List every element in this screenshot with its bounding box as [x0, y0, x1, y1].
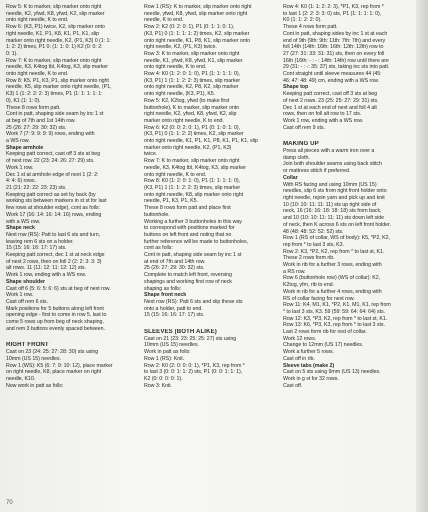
text-line: Dec 1 st at armhole edge of next 1 (2: 2: — [6, 171, 99, 178]
text-line: needle, K3, K4tog tbl, K4tog, K3, slip marker — [144, 164, 246, 171]
text-line: These 2 rows form rib. — [283, 255, 335, 262]
text-line: Change to 12mm (US 17) needles. — [283, 342, 364, 349]
text-line: onto right needle, K to end. — [144, 171, 207, 178]
text-line: 10mm (US 15) needles. — [6, 355, 61, 362]
text-line: Work 1 row, ending with a WS row. — [283, 117, 364, 124]
text-line: right needle, K2, yfwd, K8, yfwd, K2, slip — [144, 111, 237, 118]
text-line: 25 (26: 27: 29: 30: 32) sts. — [144, 265, 205, 272]
spacer — [6, 336, 134, 340]
text-line: Work 1 row, ending with a WS row. — [6, 272, 87, 279]
text-line: Next row (RS): Patt 6 sts and slip these sts — [144, 298, 243, 305]
text-line: Cast off. — [283, 382, 303, 389]
text-line: 10mm (US 15) needles. — [144, 342, 199, 349]
text-line: of next 2 rows. 23 (25: 25: 27: 29: 31) sts. — [283, 97, 379, 104]
text-line: a WS row. — [6, 138, 30, 145]
text-line: onto right needle, K1, P8, K1, slip marker onto — [144, 37, 251, 44]
text-line: Row 2: K3, *P2, K2, rep from * to last st, K1. — [283, 248, 385, 255]
text-line: 10 (10: 10: 11: 11: 11) sts up right side of — [283, 201, 377, 208]
text-line: Working a further 3 buttonholes in this way — [144, 218, 242, 225]
text-line: 46: 47: 48: 49) cm, ending with a WS row. — [283, 77, 379, 84]
text-line: Row 5: K2, K2tog, yfwd (to make first — [144, 97, 230, 104]
text-line: K2 (0: 0: 0: 0: 1). — [144, 375, 183, 382]
text-line: cont as folls: — [144, 245, 173, 252]
text-line: shapings and working first row of neck — [144, 278, 232, 285]
text-line: Row 1 (WS): K5 (6: 7: 9: 10: 12), place marker — [6, 362, 113, 369]
text-line: Row 5: K to marker, slip marker onto right — [6, 4, 102, 10]
text-line: 15 (15: 16: 16: 17: 17) sts. — [6, 245, 67, 252]
text-line: or mattress stitch if preferred. — [283, 168, 351, 175]
page-spine-shadow — [416, 0, 428, 512]
section-heading: RIGHT FRONT — [6, 342, 49, 349]
text-line: Cont in patt, shaping sides by inc 1 st at each — [283, 30, 388, 37]
spacer — [144, 323, 272, 327]
text-line: marker onto right needle, K2, (P1, K3) — [144, 144, 232, 151]
text-line: Work 1 row. — [6, 292, 34, 299]
spacer — [283, 135, 413, 139]
text-line: Mark positions for 5 buttons along left front — [6, 305, 104, 312]
text-line: Row 2: K2 (0: 2: 0: 1), P1 (0: 1: 1: 0: 1), — [144, 24, 235, 31]
text-line: (K3, P1) 1 (1: 1: 2: 2: 3) times, slip marker — [144, 184, 241, 191]
text-line: foll 14th (14th: 16th: 16th: 12th: 12th) row to — [283, 44, 384, 51]
text-line: Work 1 row. — [6, 164, 34, 171]
text-line: Dec 1 st at each end of next and foll 4 alt — [283, 104, 377, 111]
text-line: right needle, K1, P1, K8, K1, P1, K1, slip — [6, 30, 100, 37]
text-line: (K3, P1) 0 (1: 1: 1: 1: 2) times, K2, slip marker — [144, 30, 250, 37]
text-line: Next row (RS): Patt to last 6 sts and turn, — [6, 231, 101, 238]
text-line: opening edge - first to come in row 5, last to — [6, 312, 107, 319]
text-line: working sts between markers in st st for last — [6, 198, 107, 205]
text-line: Cont straight until sleeve measures 44 (45: — [283, 71, 382, 78]
text-line: Row 11: K4, M1, K1, *P2, K1, M1, K1, rep from — [283, 302, 391, 309]
section-heading: MAKING UP — [283, 141, 319, 148]
text-line: Cast off rem 9 sts. — [283, 124, 325, 131]
text-line: marker onto right needle, K to end. — [144, 117, 224, 124]
subheading: Shape shoulder — [6, 278, 46, 285]
text-line: to last 3 (0: 0: 1: 1: 2) sts, P1 (0: 0: 1: 1: 1), — [144, 369, 243, 376]
text-line: Row 3: Knit. — [144, 382, 172, 389]
column-middle — [144, 4, 272, 389]
text-line: onto right needle, (K3, P1), K5. — [144, 91, 216, 98]
text-line: few rows at shoulder edge), cont as folls: — [6, 205, 100, 212]
text-line: needle, yfwd, K8, yfwd, slip marker onto right — [144, 10, 248, 17]
text-line: 27 (27: 31: 33: 31: 31) sts, then on every foll — [283, 50, 385, 57]
text-line: Work in g st for 32 rows. — [283, 375, 339, 382]
text-line: onto a holder, patt to end. — [144, 305, 203, 312]
text-line: at end of 7th and 14th row. — [144, 258, 206, 265]
text-line: Cont in patt, shaping side seam by inc 1 st — [6, 111, 104, 118]
text-line: Row 6: (K3, P1) twice, K2, slip marker onto — [6, 24, 105, 31]
subheading: Shape neck — [6, 225, 35, 232]
text-line: buttonhole. — [144, 211, 170, 218]
text-line: onto right needle, K2, P8, K2, slip marker — [144, 84, 239, 91]
text-line: Cast on 5 sts using 9mm (US 13) needles. — [283, 369, 381, 376]
text-line: Work in rib for a further 4 rows, ending with — [283, 288, 382, 295]
text-line: Row 7: K to marker, slip marker onto right — [6, 57, 102, 64]
text-line: buttons on left front and noting that no — [144, 231, 232, 238]
column-right — [283, 4, 413, 389]
text-line: Keeping patt correct, dec 1 st at neck edge — [6, 252, 105, 259]
text-line: Row 6: K2 (0: 0: 2: 0: 1), P1 (0: 1: 0: 1: 0), — [144, 124, 241, 131]
text-line: needle, K10. — [6, 375, 36, 382]
text-line: damp cloth. — [283, 154, 310, 161]
text-line: Work 7 (7: 9: 9: 9: 9) rows, ending with — [6, 131, 95, 138]
text-line: 1: 2: 2) times, P1 0: (1: 1: 0: 1) K2 (0: 0: 2: — [6, 44, 103, 51]
text-line: Row 13: K6, *P3, K3, rep from * to last 3 sts. — [283, 322, 385, 329]
page-number: 70 — [6, 500, 13, 506]
text-line: (K3, P1) 0 (1: 1: 2: 2) times, K2, slip marker — [144, 131, 244, 138]
text-line: (K3, P1) 1 (1: 1: 2: 2: 3) times, slip marker — [144, 77, 241, 84]
text-line: rows, then on foll alt row to 17 sts. — [283, 111, 362, 118]
text-line: Work in rib for a further 3 rows, ending with — [283, 262, 382, 269]
text-line: needle, K2, yfwd, K8, yfwd, K2, slip marker — [6, 10, 105, 17]
text-line: to correspond with positions marked for — [144, 225, 235, 232]
subheading: Shape top — [283, 84, 309, 91]
text-line: end of 9th (9th: 9th: 11th: 7th: 7th) and every — [283, 37, 386, 44]
text-line: Press all pieces with a warm iron over a — [283, 148, 375, 155]
text-line: Cast on 23 (24: 25: 27: 28: 30) sts using — [6, 349, 99, 356]
text-line: Row 4: K0 (1: 1: 2: 2: 3), *P1, K3, rep from * — [283, 4, 384, 10]
text-line: 4: 4: 6) rows. — [6, 178, 36, 185]
text-line: 0), K1 (1: 1: 0). — [6, 97, 41, 104]
text-line: come 5 rows up from beg of neck shaping, — [6, 319, 104, 326]
text-line: Row 3: K to marker, slip marker onto right — [144, 50, 240, 57]
text-line: right needle, K2, (P1, K3) twice. — [144, 44, 217, 51]
text-line: 29 (31: - : -: 35: 37) sts, taking inc sts into patt. — [283, 64, 390, 71]
text-line: * to last 3 sts, K3. 59 (59: 59: 64: 64: 64) sts. — [283, 308, 386, 315]
text-line: 15 (15: 16: 16: 17: 17) sts. — [144, 312, 205, 319]
subheading: Collar — [283, 174, 298, 181]
text-line: Cont in patt, shaping side seam by inc 1 st — [144, 252, 242, 259]
text-line: of next 2 rows, then on foll 2 (2: 2: 3: 3: 3) — [6, 258, 102, 265]
subheading: Shape armhole — [6, 144, 44, 151]
text-line: rep from * to last 3 sts, K3. — [283, 241, 344, 248]
text-line: to last 1 (2: 2: 3: 3: 0) sts, P1 (1: 1: 1: 1: 0), — [283, 10, 382, 17]
text-line: Complete to match left front, reversing — [144, 272, 232, 279]
text-line: Now work in patt as folls: — [6, 382, 64, 389]
text-line: and rem 3 buttons evenly spaced between. — [6, 325, 106, 332]
text-line: K2tog, yfrn, rib to end. — [283, 282, 334, 289]
text-line: further reference will be made to buttonholes, — [144, 238, 248, 245]
text-line: a RS row. — [283, 268, 306, 275]
subheading: Shape front neck — [144, 292, 187, 299]
text-line: needle, K5, slip marker onto right needle, (P1, — [6, 84, 112, 91]
text-line: Keeping patt correct, cast off 3 sts at beg — [6, 151, 101, 158]
text-line: Keeping patt correct as set by back (by — [6, 191, 96, 198]
text-line: neck, 16 (16: 16: 18: 18: 18) sts from back, — [283, 208, 382, 215]
text-line: needles, slip 6 sts from right front holder onto — [283, 188, 387, 195]
text-line: Row 7: K to marker, slip marker onto right — [144, 158, 240, 165]
text-line: Keeping patt correct, cast off 3 sts at beg — [283, 91, 378, 98]
text-line: Row 2: K0 (2: 0: 0: 0: 1), *P1, K3, rep from * — [144, 362, 245, 369]
text-line: Cast on 21 (23: 23: 25: 25: 27) sts using — [144, 335, 237, 342]
text-line: Row 6 (buttonhole row) (WS of collar): K2, — [283, 275, 381, 282]
text-line: K3) 1 (1: 2: 2: 2: 3) times, P1 (1: 1: 1: 1: 1: — [6, 91, 103, 98]
text-line: right needle, rejoin yarn and pick up and knit — [283, 194, 385, 201]
section-heading: SLEEVES (BOTH ALIKE) — [144, 329, 217, 336]
subheading: Sleeve tabs (make 2) — [283, 362, 335, 369]
text-line: buttonhole), K to marker, slip marker onto — [144, 104, 240, 111]
text-line: Row 8: K5, P1, K3, P1, slip marker onto right — [6, 77, 109, 84]
text-line: alt rows. 11 (11: 12: 11: 12: 12) sts. — [6, 265, 86, 272]
text-line: at beg of 7th and 1st 14th row. — [6, 117, 76, 124]
text-line: onto right needle, K8, slip marker onto right — [144, 191, 244, 198]
text-line: These 8 rows form patt and place first — [144, 205, 231, 212]
text-line: 16th (16th: - : - : 14th: 14th) row until there are — [283, 57, 389, 64]
text-line: onto right needle, K to end. — [6, 71, 69, 78]
text-line: of neck, then K across 6 sts on left front holder. — [283, 221, 391, 228]
text-line: onto right needle, K1, P1, K1, P8, K1, P1, K1, slip — [144, 138, 258, 145]
text-line: twice. — [144, 151, 158, 158]
text-line: onto right needle, K to end. — [6, 17, 69, 24]
text-line: Work 17 (16: 14: 16: 14: 16) rows, ending — [6, 211, 102, 218]
text-line: Work a further 5 rows. — [283, 349, 334, 356]
text-line: with a WS row. — [6, 218, 41, 225]
text-line: leaving rem 6 sts on a holder. — [6, 238, 74, 245]
text-line: Row 4: K0 (1: 2: 0: 1: 0), P1 (1: 1: 1: 1: 0), — [144, 71, 241, 78]
text-line: needle, K1, yfwd, K8, yfwd, K1, slip marker — [144, 57, 243, 64]
text-line: Cast off in rib. — [283, 355, 315, 362]
column-left — [6, 4, 134, 389]
text-line: of next row. 22 (23: 24: 26: 27: 29) sts. — [6, 158, 95, 165]
text-line: K0 (1: 1: 2: 2: 0). — [283, 17, 322, 24]
text-line: marker onto right needle, K2, (P1, K3) 0 (1: 1: — [6, 37, 111, 44]
text-line: RS of collar facing for next row. — [283, 295, 355, 302]
text-line: and 10 (10: 10: 11: 11: 11) sts down left side — [283, 215, 385, 222]
text-line: Row 1 (RS): K to marker, slip marker onto right — [144, 4, 252, 10]
text-line: Last 2 rows form rib for rest of collar. — [283, 329, 367, 336]
text-line: 21 (21: 22: 22: 23: 23) sts. — [6, 184, 67, 191]
text-line: Row 8: K0 (1: 2: 0: 1: 0), P1 (1: 1: 1: 1: 0), — [144, 178, 241, 185]
text-line: 0: 1). — [6, 50, 18, 57]
text-line: Work in patt as folls: — [144, 349, 191, 356]
text-line: shaping as folls: — [144, 285, 182, 292]
text-line: needle, P1, K3, P1, K5. — [144, 198, 198, 205]
text-line: Row 1 (RS of collar, WS of body): K5, *P2, K2, — [283, 235, 390, 242]
text-line: needle, K3, K4tog tbl, K4tog, K3, slip marker — [6, 64, 108, 71]
text-line: Join both shoulder seams using back stitch — [283, 161, 382, 168]
text-line: These 4 rows form patt. — [283, 24, 338, 31]
text-line: 25 (26: 27: 29: 30: 32) sts. — [6, 124, 67, 131]
text-line: Cast off 6 (5: 6: 5: 6: 6) sts at beg of next row. — [6, 285, 111, 292]
text-line: needle, K to end. — [144, 17, 184, 24]
text-line: Work 12 rows. — [283, 335, 317, 342]
text-line: Cast off rem 6 sts. — [6, 298, 48, 305]
text-line: With RS facing and using 10mm (US 15) — [283, 181, 377, 188]
text-line: on right needle, K8, place marker on right — [6, 369, 102, 376]
text-line: 48 (48: 48: 52: 52: 52) sts. — [283, 228, 344, 235]
text-line: These 8 rows form patt. — [6, 104, 61, 111]
text-line: onto right needle, K to end. — [144, 64, 207, 71]
text-line: Row 12: K3, *P3, K2, rep from * to last st, K1. — [283, 315, 388, 322]
text-line: Row 1 (RS): Knit. — [144, 355, 185, 362]
